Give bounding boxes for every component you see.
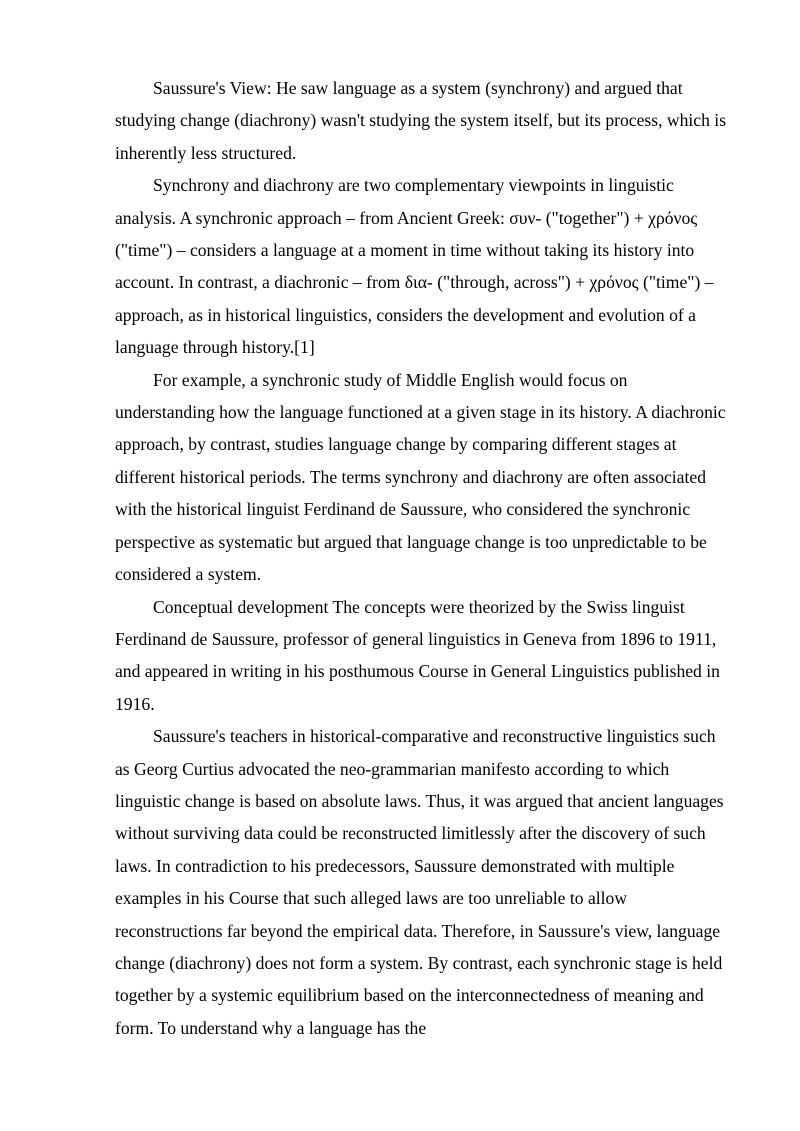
paragraph-saussure-teachers: Saussure's teachers in historical-comparative and reconstructive linguistics such as Georg Curtius advocated the neo-grammarian manifesto according to which linguistic change is based on absolute laws. Thus, it was argued that ancient languages without surviving data could be reconstructed limitlessly after the discovery of such laws. In contradiction to his predecessors, Saussure demonstrated with multiple examples in his Course that such alleged laws are too unreliable to allow reconstructions far beyond the empirical data. Therefore, in Saussure's view, language change (diachrony) does not form a system. By contrast, each synchronic stage is held together by a systemic equilibrium based on the interconnectedness of meaning and form. To understand why a language has the [115,726,724,1038]
paragraph-saussure-view: Saussure's View: He saw language as a system (synchrony) and argued that studying change (diachrony) wasn't studying the system itself, but its process, which is inherently less structured. [115,78,727,163]
document-body [115,72,729,1044]
paragraph-example: For example, a synchronic study of Middle English would focus on understanding how the language functioned at a given stage in its history. A diachronic approach, by contrast, studies language change by comparing different stages at different historical periods. The terms synchrony and diachrony are often associated with the historical linguist Ferdinand de Saussure, who considered the synchronic perspective as systematic but argued that language change is too unpredictable to be considered a system. [115,369,726,585]
paragraph-synchrony-diachrony: Synchrony and diachrony are two complementary viewpoints in linguistic analysis. A synchronic approach – from Ancient Greek: συν- ("together") + χρόνος ("time") – considers a language at a moment in time without taking its history into account. In contrast, a diachronic – from δια- ("through, across") + χρόνος ("time") – approach, as in historical linguistics, considers the development and evolution of a language through history.[1] [115,175,714,358]
paragraph-conceptual-development: Conceptual development The concepts were theorized by the Swiss linguist Ferdinand de Saussure, professor of general linguistics in Geneva from 1896 to 1911, and appeared in writing in his posthumous Course in General Linguistics published in 1916. [115,596,720,714]
